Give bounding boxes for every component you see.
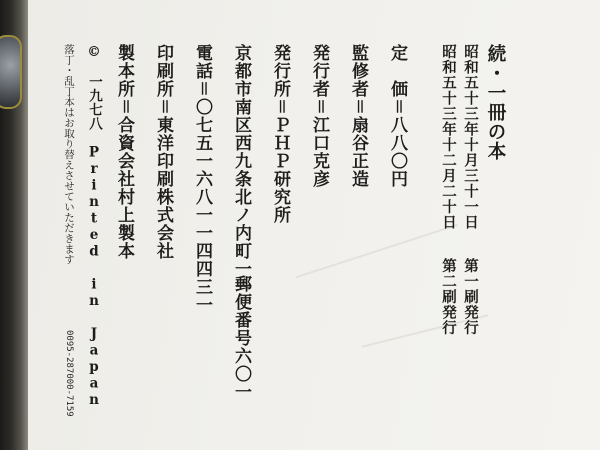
publisher-address: 京都市南区西九条北ノ内町一一 (231, 44, 251, 296)
book-title: 続・一冊の本 (485, 44, 506, 161)
printer: 印刷所＝東洋印刷株式会社 (153, 44, 173, 260)
first-printing-label: 第一刷発行 (462, 258, 479, 336)
book-code: 0095-287000-7159 (64, 330, 74, 417)
publisher-house: 発行所＝ＰＨＰ研究所 (270, 44, 290, 224)
second-printing-date: 昭和五十三年十二月二十日 (440, 44, 457, 230)
editor: 監修者＝扇谷正造 (348, 44, 368, 188)
price: 定 価＝八八〇円 (387, 44, 407, 188)
publisher-person: 発行者＝江口克彦 (309, 44, 329, 188)
copyright: © 一九七八 Printed in Japan (86, 44, 102, 409)
binding-ring (0, 35, 22, 109)
phone-number: 電話＝〇七五一六八一一四四三一 (192, 44, 212, 314)
postal-code: 郵便番号六〇一 (231, 275, 251, 401)
binder: 製本所＝合資会社村上製本 (114, 44, 134, 260)
first-printing-date: 昭和五十三年十月三十一日 (462, 44, 479, 230)
second-printing-label: 第二刷発行 (440, 258, 457, 336)
replacement-notice: 落丁・乱丁本はお取り替えさせていただきます (63, 44, 75, 265)
show-through-mark (296, 224, 458, 278)
